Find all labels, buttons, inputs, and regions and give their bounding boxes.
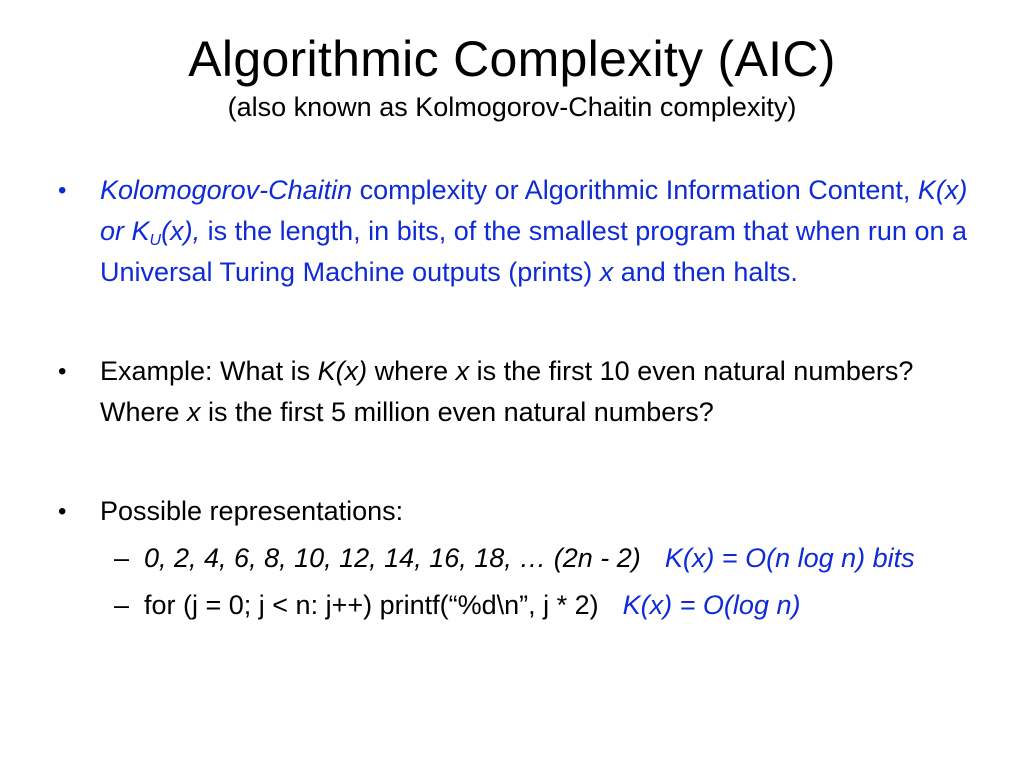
sub-item-program [58, 585, 998, 626]
u-subscript: U [149, 232, 162, 249]
bullet-dot: • [58, 358, 67, 385]
kc-term: Kolomogorov-Chaitin [100, 175, 353, 205]
program-complexity: K(x) = O(log n) [622, 590, 801, 620]
bullet-representations [58, 491, 998, 532]
bullet-definition [58, 170, 998, 293]
bullet-example [58, 351, 998, 433]
kx-notation: K(x) or K [100, 175, 968, 246]
definition-text-3: and then halts. [613, 257, 798, 287]
program-representation: for (j = 0; j < n: j++) printf(“%d\n”, j * 2) [144, 590, 599, 620]
example-text-3: is the first 10 even natural numbers? Where [100, 356, 914, 427]
example-x-1: x [455, 356, 470, 386]
sequence-complexity: K(x) = O(n log n) bits [664, 543, 915, 573]
definition-text-2: is the length, in bits, of the smallest program that when run on a Universal Turing Machine outputs (prints) [100, 216, 967, 287]
sub-dash: – [114, 590, 130, 620]
sub-dash: – [114, 543, 130, 573]
sub-item-sequence [58, 538, 998, 579]
slide-body [58, 170, 998, 626]
bullet-dot: • [58, 177, 67, 204]
example-x-2: x [187, 397, 201, 427]
title-block [0, 28, 1024, 124]
example-kx: K(x) [317, 356, 368, 386]
example-text-4: is the first 5 million even natural numbers? [200, 397, 714, 427]
representations-text: Possible representations: [100, 496, 404, 526]
x-variable: x [599, 257, 614, 287]
definition-text-1: complexity or Algorithmic Information Content, [352, 175, 918, 205]
kux-notation: (x), [161, 216, 201, 246]
slide-subtitle: (also known as Kolmogorov-Chaitin complexity) [227, 92, 797, 122]
bullet-dot: • [58, 498, 67, 525]
example-text-2: where [367, 356, 456, 386]
sequence-representation: 0, 2, 4, 6, 8, 10, 12, 14, 16, 18, … (2n - 2) [144, 543, 641, 573]
slide-title: Algorithmic Complexity (AIC) [188, 31, 836, 87]
example-text-1: Example: What is [100, 356, 318, 386]
